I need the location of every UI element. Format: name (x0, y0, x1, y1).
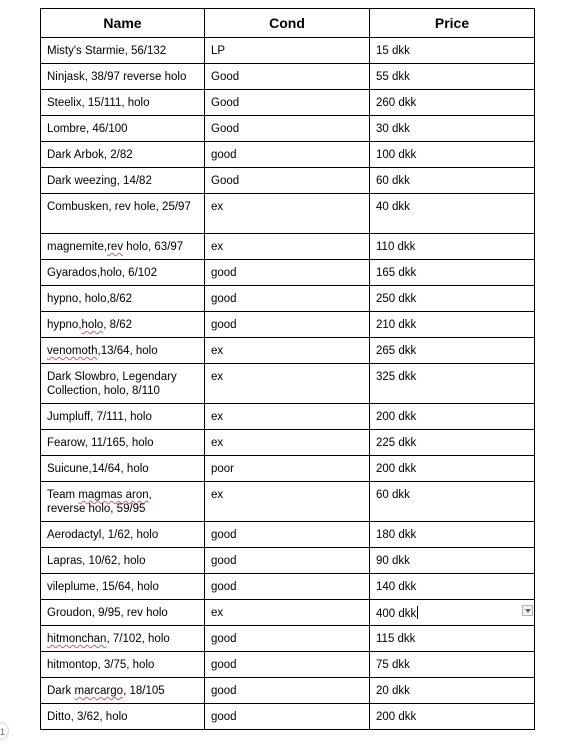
cell-price[interactable]: 325 dkk (370, 364, 535, 404)
cell-cond[interactable]: good (205, 574, 370, 600)
cell-name[interactable]: Fearow, 11/165, holo (41, 430, 205, 456)
cell-cond[interactable]: good (205, 678, 370, 704)
cell-name[interactable]: Lapras, 10/62, holo (41, 548, 205, 574)
cell-price[interactable]: 40 dkk (370, 194, 535, 234)
cell-cond[interactable]: good (205, 548, 370, 574)
cell-price[interactable]: 225 dkk (370, 430, 535, 456)
table-row (41, 142, 535, 168)
cell-price[interactable]: 260 dkk (370, 90, 535, 116)
table-row (41, 364, 535, 404)
table-row (41, 522, 535, 548)
cell-name[interactable]: Aerodactyl, 1/62, holo (41, 522, 205, 548)
spellcheck-word[interactable]: magmas aron (78, 489, 149, 501)
spellcheck-word[interactable]: marcargo (74, 685, 124, 697)
cell-cond[interactable]: ex (205, 194, 370, 234)
cell-price[interactable]: 100 dkk (370, 142, 535, 168)
cell-price[interactable]: 200 dkk (370, 456, 535, 482)
name-part: holo, 63/97 (123, 241, 184, 253)
cell-name[interactable]: Groudon, 9/95, rev holo (41, 600, 205, 626)
table-row (41, 116, 535, 142)
cell-cond[interactable]: good (205, 522, 370, 548)
cell-cond[interactable]: good (205, 260, 370, 286)
spellcheck-word[interactable]: venomoth (47, 345, 98, 357)
cell-dropdown-button[interactable] (522, 605, 533, 616)
cell-cond[interactable]: good (205, 142, 370, 168)
table-row-selected (41, 600, 535, 626)
table-row (41, 456, 535, 482)
cell-name[interactable]: hitmontop, 3/75, holo (41, 652, 205, 678)
cell-price[interactable]: 110 dkk (370, 234, 535, 260)
cell-name[interactable]: hypno, holo,8/62 (41, 286, 205, 312)
header-name[interactable]: Name (41, 9, 205, 38)
name-part: , 8/62 (103, 319, 133, 331)
cell-cond[interactable]: good (205, 286, 370, 312)
cell-cond[interactable]: Good (205, 90, 370, 116)
cell-name[interactable] (41, 338, 205, 364)
card-price-table (40, 8, 535, 730)
cell-name[interactable]: Dark Slowbro, Legendary Collection, holo, 8/110 (41, 364, 205, 404)
cell-name[interactable] (41, 678, 205, 704)
table-row (41, 64, 535, 90)
cell-price[interactable]: 20 dkk (370, 678, 535, 704)
table-row (41, 260, 535, 286)
cell-cond[interactable]: ex (205, 430, 370, 456)
header-row (41, 9, 535, 38)
cell-name[interactable] (41, 482, 205, 522)
spellcheck-word[interactable]: hitmonchan (47, 633, 107, 645)
cell-price[interactable]: 165 dkk (370, 260, 535, 286)
table-row (41, 38, 535, 64)
cell-name[interactable]: Suicune,14/64, holo (41, 456, 205, 482)
header-cond[interactable]: Cond (205, 9, 370, 38)
spellcheck-word[interactable]: rev (107, 241, 124, 253)
table-row (41, 626, 535, 652)
cell-cond[interactable]: Good (205, 168, 370, 194)
name-part: , 18/105 (123, 685, 165, 697)
cell-name[interactable]: Gyarados,holo, 6/102 (41, 260, 205, 286)
cell-name[interactable]: Ditto, 3/62, holo (41, 704, 205, 730)
cell-price[interactable]: 200 dkk (370, 404, 535, 430)
cell-price[interactable]: 75 dkk (370, 652, 535, 678)
table-row (41, 652, 535, 678)
cell-price[interactable]: 250 dkk (370, 286, 535, 312)
cell-name[interactable]: Jumpluff, 7/111, holo (41, 404, 205, 430)
cell-price[interactable]: 60 dkk (370, 482, 535, 522)
cell-cond[interactable]: ex (205, 600, 370, 626)
name-part: magnemite, (47, 241, 108, 253)
cell-price[interactable]: 30 dkk (370, 116, 535, 142)
cell-name[interactable] (41, 312, 205, 338)
cell-cond[interactable]: Good (205, 116, 370, 142)
name-part: ,13/64, holo (97, 345, 158, 357)
cell-cond[interactable]: LP (205, 38, 370, 64)
cell-cond[interactable]: ex (205, 482, 370, 522)
cell-name[interactable]: Ninjask, 38/97 reverse holo (41, 64, 205, 90)
name-part: , (148, 489, 152, 501)
cell-name[interactable]: Steelix, 15/111, holo (41, 90, 205, 116)
cell-name[interactable]: Lombre, 46/100 (41, 116, 205, 142)
cell-cond[interactable]: Good (205, 64, 370, 90)
cell-price[interactable]: 115 dkk (370, 626, 535, 652)
cell-name[interactable]: Misty's Starmie, 56/132 (41, 38, 205, 64)
cell-price-text: 400 dkk (376, 608, 417, 620)
table-row (41, 430, 535, 456)
table-row (41, 234, 535, 260)
cell-price[interactable]: 90 dkk (370, 548, 535, 574)
page-side-marker[interactable]: 1 (0, 722, 9, 740)
cell-cond[interactable]: good (205, 652, 370, 678)
cell-cond[interactable]: ex (205, 234, 370, 260)
cell-price[interactable]: 140 dkk (370, 574, 535, 600)
table-row (41, 548, 535, 574)
cell-cond[interactable]: poor (205, 456, 370, 482)
name-part: Dark (47, 685, 75, 697)
cell-price[interactable]: 200 dkk (370, 704, 535, 730)
cell-price[interactable]: 210 dkk (370, 312, 535, 338)
cell-price-active[interactable] (370, 600, 535, 626)
cell-name[interactable]: Dark Arbok, 2/82 (41, 142, 205, 168)
cell-price[interactable]: 60 dkk (370, 168, 535, 194)
table-row (41, 338, 535, 364)
table-row (41, 194, 535, 234)
table-row (41, 482, 535, 522)
cell-price[interactable]: 55 dkk (370, 64, 535, 90)
cell-cond[interactable]: good (205, 704, 370, 730)
table-row (41, 90, 535, 116)
table-row (41, 286, 535, 312)
table-row (41, 678, 535, 704)
text-cursor (417, 606, 418, 619)
cell-name[interactable]: Combusken, rev hole, 25/97 (41, 194, 205, 234)
cell-name[interactable] (41, 626, 205, 652)
name-part: , 7/102, holo (106, 633, 170, 645)
table-row (41, 704, 535, 730)
name-part: reverse holo, 59/95 (47, 503, 146, 515)
header-price[interactable]: Price (370, 9, 535, 38)
spellcheck-word[interactable]: holo (81, 319, 104, 331)
cell-cond[interactable]: ex (205, 364, 370, 404)
name-part: hypno, (47, 319, 82, 331)
cell-name[interactable]: vileplume, 15/64, holo (41, 574, 205, 600)
cell-name[interactable] (41, 234, 205, 260)
table-row (41, 404, 535, 430)
cell-price[interactable]: 15 dkk (370, 38, 535, 64)
table-row (41, 168, 535, 194)
name-part: Team (47, 489, 79, 501)
cell-price[interactable]: 265 dkk (370, 338, 535, 364)
cell-cond[interactable]: ex (205, 404, 370, 430)
cell-price[interactable]: 180 dkk (370, 522, 535, 548)
table-row (41, 574, 535, 600)
cell-cond[interactable]: good (205, 626, 370, 652)
cell-cond[interactable]: ex (205, 338, 370, 364)
cell-cond[interactable]: good (205, 312, 370, 338)
cell-name[interactable]: Dark weezing, 14/82 (41, 168, 205, 194)
table-row (41, 312, 535, 338)
